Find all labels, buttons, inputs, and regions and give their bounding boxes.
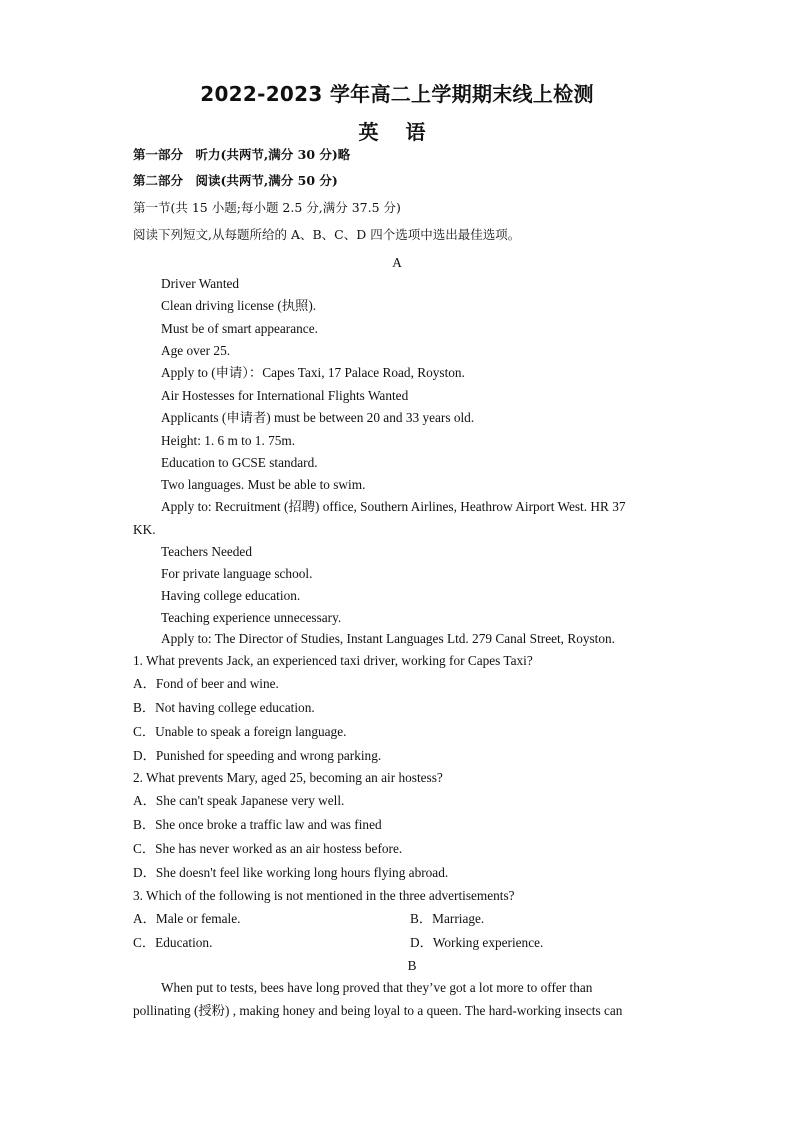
exam-title: 2022-2023 学年高二上学期期末线上检测 [200,82,594,106]
ad-line: Teachers Needed [161,544,252,559]
ad-line: Must be of smart appearance. [161,321,318,336]
part1-heading: 第一部分 听力(共两节,满分 30 分)略 [133,147,351,162]
ad-line: Age over 25. [161,343,231,358]
question-2-option-d: D．She doesn't feel like working long hours flying abroad. [133,865,449,880]
question-2-stem: 2. What prevents Mary, aged 25, becoming an air hostess? [133,770,443,785]
question-3-option-c: C．Education. [133,935,213,950]
ad-line: Clean driving license (执照). [161,298,317,313]
question-1-option-b: B．Not having college education. [133,700,315,715]
question-1-stem: 1. What prevents Jack, an experienced taxi driver, working for Capes Taxi? [133,653,533,668]
question-2-option-b: B．She once broke a traffic law and was fined [133,817,382,832]
question-1-option-d: D．Punished for speeding and wrong parking. [133,748,382,763]
ad-line: Driver Wanted [161,276,240,291]
passage-b-text: When put to tests, bees have long proved that they’ve got a lot more to offer than [161,980,593,995]
passage-b-text: pollinating (授粉) , making honey and being loyal to a queen. The hard-working insects can [133,1003,623,1018]
ad-line: Apply to: Recruitment (招聘) office, Southern Airlines, Heathrow Airport West. HR 37 [161,499,626,514]
question-1-option-c: C．Unable to speak a foreign language. [133,724,347,739]
ad-line: Height: 1. 6 m to 1. 75m. [161,433,296,448]
ad-line: Having college education. [161,588,301,603]
question-2-option-a: A．She can't speak Japanese very well. [133,793,345,808]
question-3-option-b: B．Marriage. [410,911,485,926]
ad-line: Applicants (申请者) must be between 20 and 33 years old. [161,410,475,425]
ad-line: Air Hostesses for International Flights Wanted [161,388,409,403]
ad-line: For private language school. [161,566,313,581]
ad-line: Two languages. Must be able to swim. [161,477,366,492]
ad-line: Apply to (申请）：Capes Taxi, 17 Palace Road, Royston. [161,365,465,380]
ad-line: KK. [133,522,156,537]
subject-title: 英 语 [358,120,436,144]
question-2-option-c: C．She has never worked as an air hostess before. [133,841,403,856]
question-3-stem: 3. Which of the following is not mentioned in the three advertisements? [133,888,515,903]
section1-heading: 第一节(共 15 小题;每小题 2.5 分,满分 37.5 分) [133,200,401,215]
question-3-option-d: D．Working experience. [410,935,544,950]
question-3-option-a: A．Male or female. [133,911,241,926]
question-1-option-a: A．Fond of beer and wine. [133,676,279,691]
reading-instruction: 阅读下列短文,从每题所给的 A、B、C、D 四个选项中选出最佳选项。 [133,227,521,242]
ad-line: Education to GCSE standard. [161,455,318,470]
ad-line: Teaching experience unnecessary. [161,610,342,625]
passage-a-label: A [392,255,402,270]
passage-b-label: B [407,958,417,973]
part2-heading: 第二部分 阅读(共两节,满分 50 分) [133,173,338,188]
ad-line: Apply to: The Director of Studies, Instant Languages Ltd. 279 Canal Street, Royston. [161,631,615,646]
